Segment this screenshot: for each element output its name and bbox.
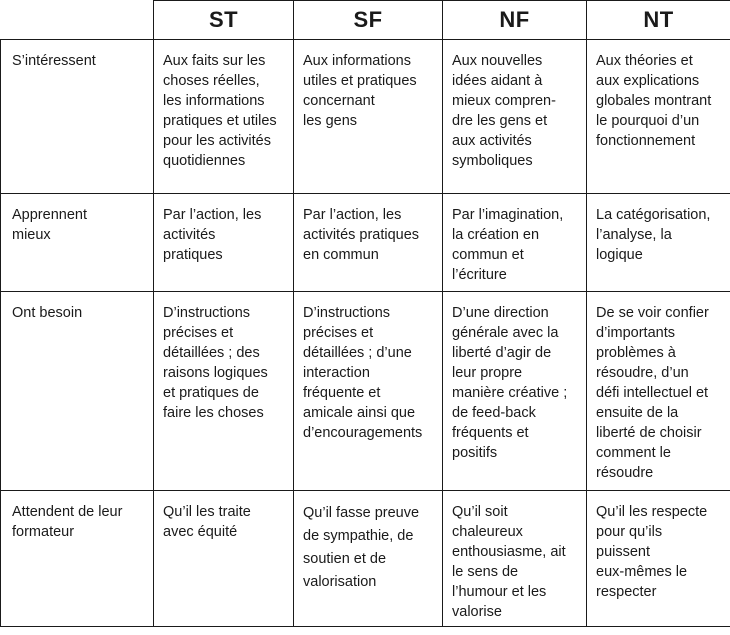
table-cell: De se voir confier d’importants problèmes à résoudre, d’un défi intellectuel et ensuite de la liberté de choisir comment le résoudre [587,292,730,491]
table-cell: Qu’il soit chaleureux enthousiasme, ait le sens de l’humour et les valorise [443,491,587,627]
table-cell: Par l’action, les activités pratiques en commun [294,194,443,292]
table-row [1,194,730,292]
table-row [1,292,730,491]
table-cell: Aux théories et aux explications globales montrant le pourquoi d’un fonctionnement [587,40,730,194]
table-cell: Qu’il les traite avec équité [154,491,294,627]
row-label: S’intéressent [1,40,154,194]
table-cell: Aux informations utiles et pratiques concernant les gens [294,40,443,194]
column-header-sf: SF [294,1,443,40]
table-cell: D’une direction générale avec la liberté d’agir de leur propre manière créative ; de feed-back fréquents et positifs [443,292,587,491]
corner-cell [1,1,154,40]
table-row [1,491,730,627]
table-cell: Qu’il les respecte pour qu’ils puissent eux-mêmes le respecter [587,491,730,627]
row-label: Apprennent mieux [1,194,154,292]
row-label: Attendent de leur formateur [1,491,154,627]
table-cell: Aux nouvelles idées aidant à mieux compren- dre les gens et aux activités symboliques [443,40,587,194]
header-row [1,1,730,40]
table-cell: D’instructions précises et détaillées ; des raisons logiques et pratiques de faire les choses [154,292,294,491]
column-header-nf: NF [443,1,587,40]
table-cell: Aux faits sur les choses réelles, les informations pratiques et utiles pour les activités quotidiennes [154,40,294,194]
table-row [1,40,730,194]
table-cell: Par l’imagination, la création en commun et l’écriture [443,194,587,292]
table-cell: Par l’action, les activités pratiques [154,194,294,292]
row-label: Ont besoin [1,292,154,491]
column-header-nt: NT [587,1,730,40]
table-cell: Qu’il fasse preuve de sympathie, de soutien et de valorisation [294,491,443,627]
column-header-st: ST [154,1,294,40]
table-cell: D’instructions précises et détaillées ; d’une interaction fréquente et amicale ainsi que d’encouragements [294,292,443,491]
table-cell: La catégorisation, l’analyse, la logique [587,194,730,292]
